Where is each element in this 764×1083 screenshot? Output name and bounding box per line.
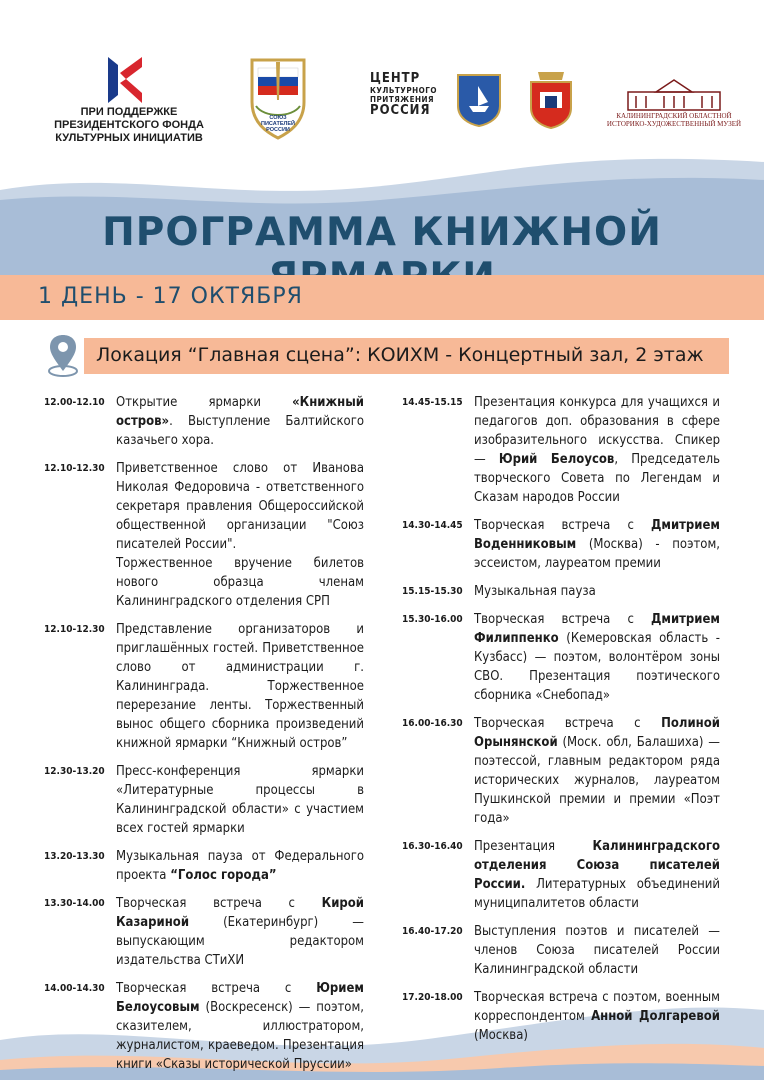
schedule-item <box>402 714 720 828</box>
location-heading: Локация “Главная сцена”: КОИХМ - Концертный зал, 2 этаж <box>96 344 704 366</box>
schedule-description <box>116 393 364 450</box>
item-highlight: «Книжный остров» <box>116 395 364 429</box>
schedule-time: 14.30-14.45 <box>402 520 463 531</box>
item-text-run: (Москва) <box>474 1028 528 1043</box>
museum-building-icon <box>626 78 722 112</box>
item-text-run: Музыкальная пауза от Федерального проекта <box>116 849 364 883</box>
schedule-time: 17.20-18.00 <box>402 992 463 1003</box>
schedule-item <box>402 516 720 573</box>
item-text <box>474 610 720 705</box>
item-text <box>474 393 720 507</box>
item-highlight: Анной Долгаревой <box>591 1009 721 1024</box>
item-text-run: Выступления поэтов и писателей — членов Союза писателей России Калининградской области <box>474 924 720 977</box>
cultural-center-logo <box>370 72 436 118</box>
schedule-time: 12.10-12.30 <box>44 624 105 635</box>
day-heading: 1 ДЕНЬ - 17 ОКТЯБРЯ <box>38 284 303 309</box>
museum-caption: КАЛИНИНГРАДСКИЙ ОБЛАСТНОЙ ИСТОРИКО-ХУДОЖЕСТВЕННЫЙ МУЗЕЙ <box>606 112 742 128</box>
schedule-item <box>44 393 364 450</box>
item-text-run: (Москва) - поэтом, эссеистом, лауреатом премии <box>474 537 720 571</box>
schedule-item <box>402 610 720 705</box>
item-highlight: Кирой Казариной <box>116 896 364 930</box>
item-text <box>474 988 720 1045</box>
item-text <box>116 979 364 1074</box>
schedule-item <box>44 459 364 611</box>
item-highlight: Калининградского отделения Союза писателей России. <box>474 839 720 892</box>
schedule-item <box>44 847 364 885</box>
item-text-run: Творческая встреча с <box>474 518 651 533</box>
item-text <box>116 762 364 838</box>
schedule-time: 13.20-13.30 <box>44 851 105 862</box>
item-text <box>116 393 364 450</box>
schedule-item <box>44 620 364 753</box>
item-text <box>116 554 364 611</box>
cultural-center-line3: РОССИЯ <box>370 103 431 118</box>
schedule-description <box>116 894 364 970</box>
item-text-run: , Председатель творческого Совета по Легендам и Сказам народов России <box>474 452 720 505</box>
schedule-time: 14.45-15.15 <box>402 397 463 408</box>
pfki-caption: ПРИ ПОДДЕРЖКЕ ПРЕЗИДЕНТСКОГО ФОНДА КУЛЬТУРНЫХ ИНИЦИАТИВ <box>54 106 204 144</box>
item-text <box>116 847 364 885</box>
schedule-description <box>474 516 720 573</box>
pfki-logo-icon <box>104 55 146 105</box>
item-text <box>474 837 720 913</box>
writers-union-caption: СОЮЗ ПИСАТЕЛЕЙ РОССИИ <box>261 115 295 133</box>
item-text-run: Открытие ярмарки <box>116 395 293 410</box>
schedule-item <box>44 894 364 970</box>
schedule-time: 13.30-14.00 <box>44 898 105 909</box>
item-text-run: Представление организаторов и приглашённых гостей. Приветственное слово от администрации г. Калининграда. Торжественное перерезание ленты. Торжественный вынос общего сборника произведений книжной ярмарки “Книжный остров” <box>116 622 364 751</box>
schedule-description <box>474 988 720 1045</box>
schedule-description <box>116 979 364 1074</box>
schedule-time: 16.40-17.20 <box>402 926 463 937</box>
location-pin-icon <box>46 333 80 377</box>
schedule-item <box>44 762 364 838</box>
schedule-description <box>474 610 720 705</box>
item-text <box>474 582 720 601</box>
item-highlight: “Голос города” <box>170 868 277 883</box>
item-text <box>474 714 720 828</box>
schedule-time: 15.30-16.00 <box>402 614 463 625</box>
city-coat-of-arms-icon <box>455 72 503 128</box>
cultural-center-line1: ЦЕНТР <box>370 71 421 86</box>
item-text-run: (Моск. обл, Балашиха) — поэтессой, главным редактором ряда исторических журналов, лауреатом Пушкинской премии и премии «Поэт года» <box>474 735 720 826</box>
schedule-item <box>402 393 720 507</box>
item-highlight: Дмитрием Воденниковым <box>474 518 720 552</box>
item-text <box>474 516 720 573</box>
schedule-time: 16.30-16.40 <box>402 841 463 852</box>
item-text-run: (Кемеровская область - Кузбасс) — поэтом, волонтёром зоны СВО. Презентация поэтического сборника «Снебопад» <box>474 631 720 703</box>
item-text <box>116 459 364 554</box>
item-text-run: Торжественное вручение билетов нового образца членам Калининградского отделения СРП <box>116 556 364 609</box>
item-text-run: Творческая встреча с <box>474 716 662 731</box>
item-text-run: Приветственное слово от Иванова Николая Федоровича - ответственного секретаря правления Общероссийской общественной организации "Союз писателей России". <box>116 461 364 552</box>
item-text-run: Литературных объединений муниципалитетов области <box>474 877 720 911</box>
schedule-item <box>44 979 364 1074</box>
item-text-run: Презентация <box>474 839 593 854</box>
schedule-time: 14.00-14.30 <box>44 983 105 994</box>
schedule-item <box>402 837 720 913</box>
page-title: ПРОГРАММА КНИЖНОЙ <box>102 210 662 255</box>
schedule-time: 12.30-13.20 <box>44 766 105 777</box>
item-highlight: Юрием Белоусовым <box>116 981 364 1015</box>
item-highlight: Юрий Белоусов <box>498 452 615 467</box>
schedule-left-column <box>44 393 364 1083</box>
item-text <box>116 620 364 753</box>
schedule-description <box>116 459 364 611</box>
region-coat-of-arms-icon <box>528 68 574 130</box>
item-text-run: (Воскресенск) — поэтом, сказителем, иллюстратором, журналистом, краеведом. Презентация книги «Сказы исторической Пруссии» <box>116 1000 364 1072</box>
item-text-run: Пресс-конференция ярмарки «Литературные процессы в Калининградской области» с участием всех гостей ярмарки <box>116 764 364 836</box>
item-text-run: (Екатеринбург) — выпускающим редактором издательства СТиХИ <box>116 915 364 968</box>
item-text <box>116 894 364 970</box>
item-highlight: Дмитрием Филиппенко <box>474 612 720 646</box>
schedule-time: 12.00-12.10 <box>44 397 105 408</box>
item-highlight: Полиной Орынянской <box>474 716 720 750</box>
schedule-item <box>402 922 720 979</box>
schedule-description <box>474 582 720 601</box>
cultural-center-line2: КУЛЬТУРНОГО ПРИТЯЖЕНИЯ <box>370 86 437 104</box>
schedule-item <box>402 988 720 1045</box>
item-text-run: Презентация конкурса для учащихся и педагогов доп. образования в сфере изобразительного искусства. Спикер — <box>474 395 720 467</box>
sponsor-logos <box>0 0 764 170</box>
schedule-time: 16.00-16.30 <box>402 718 463 729</box>
schedule-description <box>116 620 364 753</box>
item-text-run: Музыкальная пауза <box>474 584 596 599</box>
schedule-description <box>474 393 720 507</box>
schedule-description <box>116 847 364 885</box>
schedule-right-column <box>402 393 720 1054</box>
item-text-run: Творческая встреча с поэтом, военным корреспондентом <box>474 990 720 1024</box>
schedule-time: 12.10-12.30 <box>44 463 105 474</box>
item-text-run: Творческая встреча с <box>116 981 317 996</box>
item-text-run: Творческая встреча с <box>116 896 322 911</box>
schedule-description <box>474 922 720 979</box>
schedule-time: 15.15-15.30 <box>402 586 463 597</box>
schedule-description <box>474 837 720 913</box>
item-text-run: . Выступление Балтийского казачьего хора. <box>116 414 364 448</box>
item-text-run: Творческая встреча с <box>474 612 651 627</box>
item-text <box>474 922 720 979</box>
schedule-item <box>402 582 720 601</box>
schedule-description <box>474 714 720 828</box>
schedule-description <box>116 762 364 838</box>
